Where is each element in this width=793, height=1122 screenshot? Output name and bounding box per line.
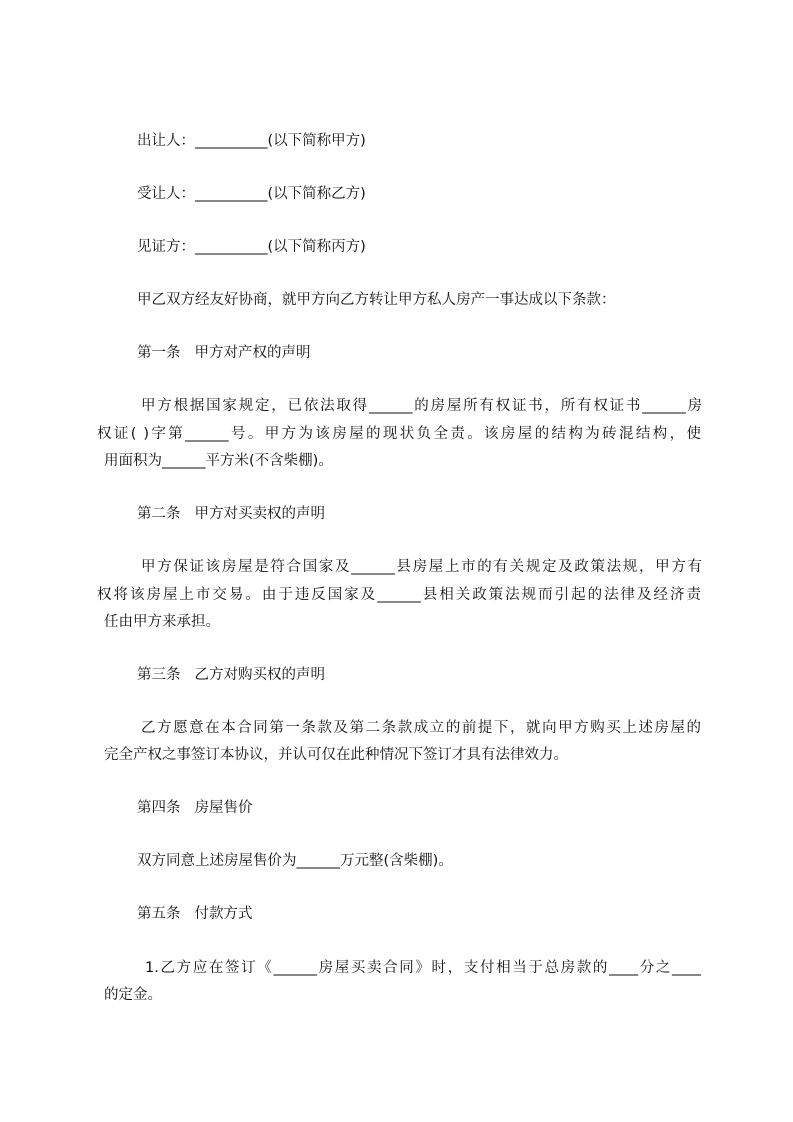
party-buyer: 受让人：__________(以下简称乙方) bbox=[137, 186, 366, 202]
article-1-title: 甲方对产权的声明 bbox=[194, 345, 311, 361]
article-2-line-1: 甲方保证该房屋是符合国家及______县房屋上市的有关规定及政策法规，甲方有 bbox=[141, 559, 702, 575]
article-5-title: 付款方式 bbox=[194, 906, 253, 922]
article-4-heading bbox=[137, 798, 253, 818]
party-witness: 见证方：__________(以下简称丙方) bbox=[137, 239, 366, 255]
article-3-line-2: 完全产权之事签订本协议，并认可仅在此种情况下签订才具有法律效力。 bbox=[104, 747, 568, 763]
article-4-line-1: 双方同意上述房屋售价为______万元整(含柴棚)。 bbox=[137, 853, 453, 869]
article-1-line-2: 权证( )字第______号。甲方为该房屋的现状负全责。该房屋的结构为砖混结构，使 bbox=[97, 426, 701, 442]
article-5-number: 第五条 bbox=[137, 906, 181, 922]
party-seller: 出让人：__________(以下简称甲方) bbox=[137, 133, 366, 149]
article-5-item-1-line-2: 的定金。 bbox=[104, 987, 162, 1003]
article-1-heading bbox=[137, 343, 311, 363]
article-2-heading bbox=[137, 504, 325, 524]
article-2-line-3: 任由甲方来承担。 bbox=[104, 614, 220, 630]
article-2-number: 第二条 bbox=[137, 506, 181, 522]
article-5-heading bbox=[137, 904, 253, 924]
article-3-title: 乙方对购买权的声明 bbox=[194, 667, 325, 683]
article-5-item-1-line-1: 1.乙方应在签订《______房屋买卖合同》时，支付相当于总房款的____分之____ bbox=[145, 960, 701, 976]
article-1-line-3: 用面积为______平方米(不含柴棚)。 bbox=[104, 453, 333, 469]
article-1-line-1: 甲方根据国家规定，已依法取得______的房屋所有权证书，所有权证书______房 bbox=[141, 398, 702, 414]
article-3-heading bbox=[137, 665, 325, 685]
article-2-title: 甲方对买卖权的声明 bbox=[194, 506, 325, 522]
article-3-line-1: 乙方愿意在本合同第一条款及第二条款成立的前提下，就向甲方购买上述房屋的 bbox=[141, 720, 701, 736]
article-4-title: 房屋售价 bbox=[194, 800, 253, 816]
article-3-number: 第三条 bbox=[137, 667, 181, 683]
preamble: 甲乙双方经友好协商，就甲方向乙方转让甲方私人房产一事达成以下条款： bbox=[137, 292, 616, 308]
article-4-number: 第四条 bbox=[137, 800, 181, 816]
article-2-line-2: 权将该房屋上市交易。由于违反国家及______县相关政策法规而引起的法律及经济责 bbox=[97, 587, 701, 603]
article-1-number: 第一条 bbox=[137, 345, 181, 361]
